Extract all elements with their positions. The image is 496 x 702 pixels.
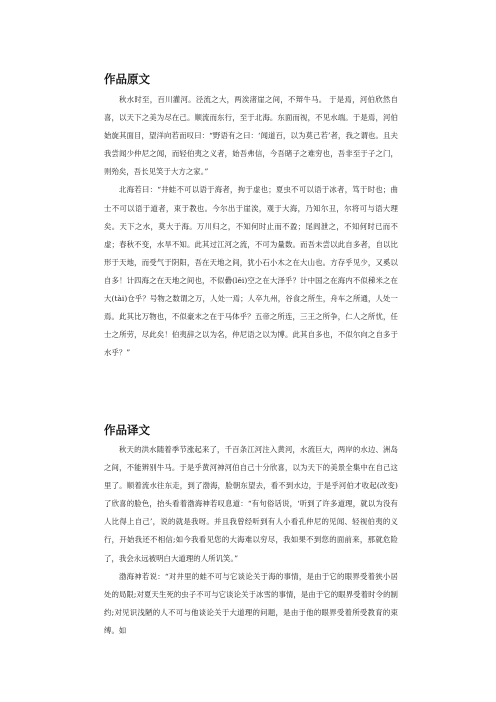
original-text-section xyxy=(104,72,398,362)
translation-paragraph-1: 秋天的洪水随着季节涨起来了，千百条江河注入黄河，水流巨大，两岸的水边、洲岛之间，不能辨别牛马。于是乎黄河神河伯自己十分欣喜，以为天下的美景全集中在自己这里了。顺着流水往东走，到了渤海，脸朝东望去，看不到水边，于是乎河伯才收起(改变)了欣喜的脸色，抬头看着渤海神若叹息道：“有句俗话说，‘听到了许多道理，就以为没有人比得上自己’，说的就是我呀。并且我曾经听到有人小看孔仲尼的见闻、轻视伯夷的义行，开始我还不相信;如今我看见您的大海难以穷尽，我如果不到您的面前来，那就危险了，我会永远被明白大道理的人所讥笑。” xyxy=(104,445,398,563)
translation-paragraph-2: 渤海神若说：“对井里的蛙不可与它谈论关于海的事情，是由于它的眼界受着狭小居处的局限;对夏天生死的虫子不可与它谈论关于冰雪的事情，是由于它的眼界受着时令的制约;对见识浅陋的人不可与他谈论关于大道理的问题，是由于他的眼界受着所受教育的束缚。如 xyxy=(104,571,398,635)
original-paragraph-2: 北海若曰：“井蛙不可以语于海者，拘于虚也；夏虫不可以语于冰者，笃于时也；曲士不可以语于道者，束于教也。今尔出于崖涘，观于大海，乃知尔丑，尔将可与语大理矣。天下之水，莫大于海。万川归之，不知何时止而不盈；尾闾泄之，不知何时已而不虚；春秋不变，水旱不知。此其过江河之流，不可为量数。而吾未尝以此自多者，自以比形于天地，而受气于阴阳，吾在天地之间，犹小石小木之在大山也。方存乎见少，又奚以自多！计四海之在天地之间也，不似礨(lěi)空之在大泽乎？计中国之在海内不似稊米之在大(tài)仓乎？号物之数谓之万，人处一焉；人卒九州，谷食之所生，舟车之所通，人处一焉。此其比万物也，不似豪末之在于马体乎？五帝之所连，三王之所争，仁人之所忧，任士之所劳，尽此矣！伯夷辞之以为名，仲尼语之以为博。此其自多也，不似尔向之自多于水乎？” xyxy=(104,185,398,358)
translation-heading: 作品译文 xyxy=(104,423,150,437)
translation-section xyxy=(104,423,398,640)
original-text-heading: 作品原文 xyxy=(104,72,150,86)
original-paragraph-1: 秋水时至，百川灌河。泾流之大，两涘渚崖之间，不辩牛马。 于是焉，河伯欣然自喜，以天下之美为尽在己。顺流而东行，至于北海。东面而视，不见水端。于是焉，河伯始旋其面目，望洋向若而叹曰：“野语有之曰：‘闻道百，以为莫己若’者，我之谓也。且夫我尝闻少仲尼之闻，而轻伯夷之义者，始吾弗信，今吾睹子之难穷也，吾非至于子之门，则殆矣，吾长见笑于大方之家。” xyxy=(104,95,398,177)
